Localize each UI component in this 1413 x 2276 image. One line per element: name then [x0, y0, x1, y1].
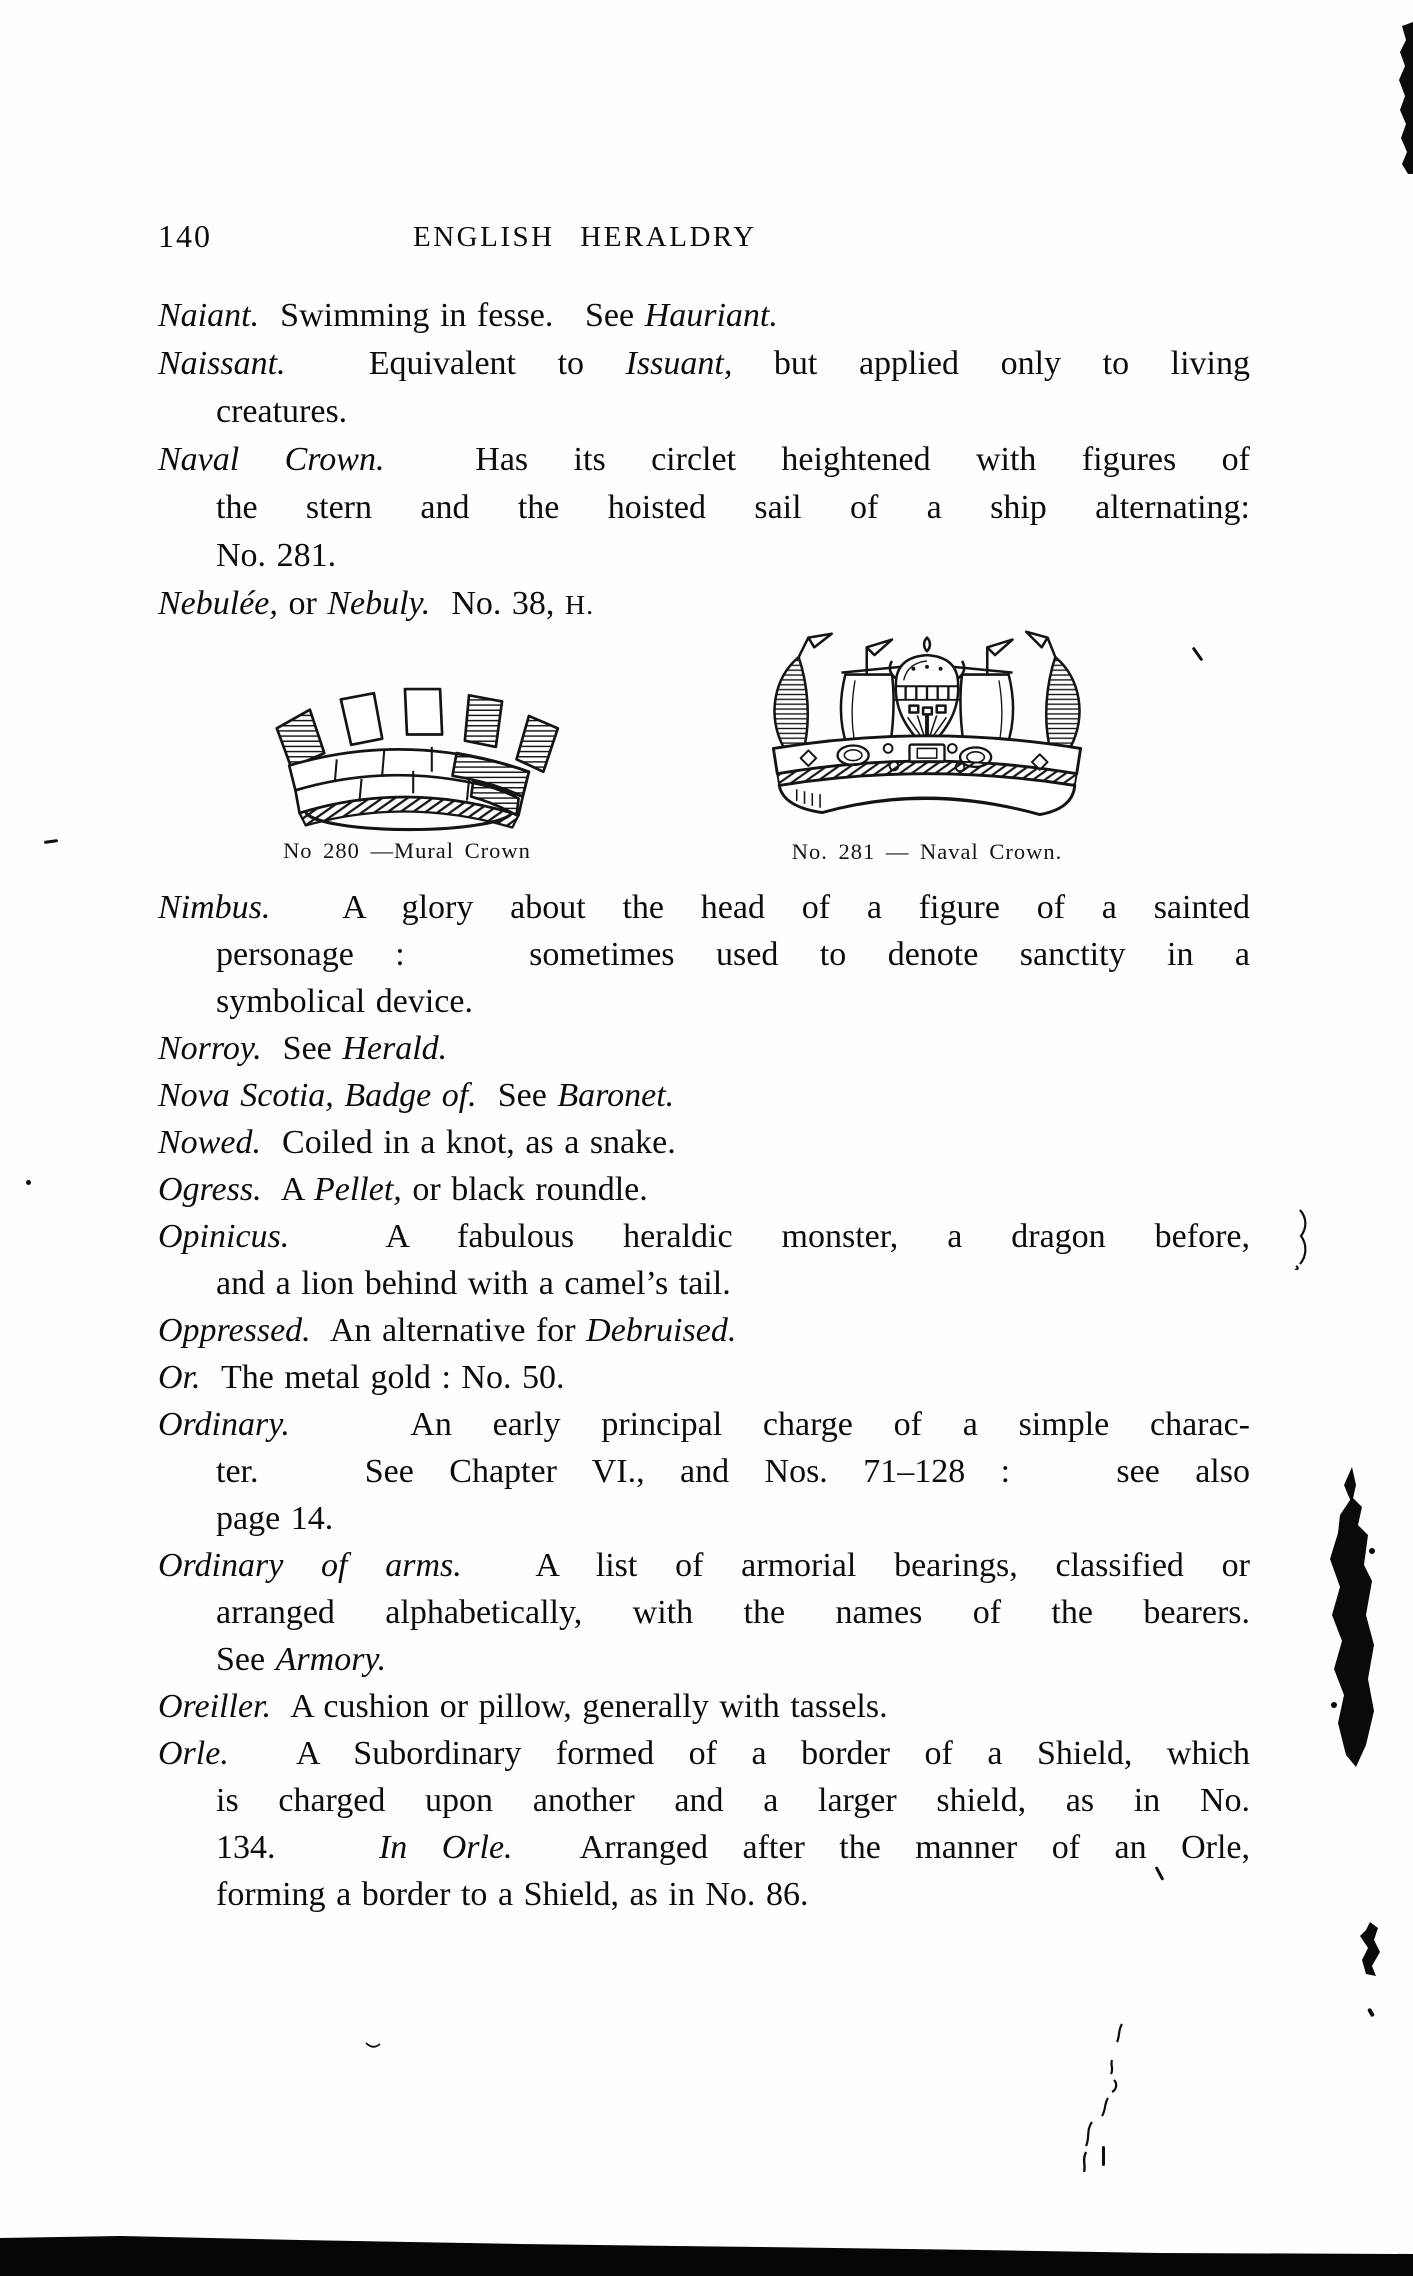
entry-term-italic: Baronet.	[557, 1077, 675, 1114]
figure-mural-crown	[252, 656, 562, 864]
glossary-entry	[158, 340, 1250, 436]
entry-line	[158, 1777, 1250, 1824]
entry-term-italic: Pellet,	[314, 1171, 402, 1208]
entry-term-italic: Nowed.	[158, 1124, 261, 1161]
entry-text: See	[261, 1030, 343, 1067]
glossary-entry	[158, 1542, 1250, 1683]
entry-text: Swimming in fesse. See	[259, 297, 645, 334]
entry-text: An early principal charge of a simple charac-	[289, 1406, 1250, 1443]
glossary-entry	[158, 436, 1250, 580]
entry-line	[158, 1824, 1250, 1871]
entry-line	[158, 1683, 1250, 1730]
entry-line	[158, 484, 1250, 532]
entry-text: A glory about the head of a figure of a sainted	[270, 889, 1250, 926]
entry-term-italic: Ordinary.	[158, 1406, 290, 1443]
entry-text: the stern and the hoisted sail of a ship alternating:	[216, 489, 1250, 526]
mural-crown-caption: No 280 —Mural Crown	[283, 837, 531, 863]
entry-term-italic: Orle.	[158, 1735, 229, 1772]
entry-line	[158, 1448, 1250, 1495]
entry-text: page 14.	[216, 1500, 334, 1537]
glossary-entry	[158, 1072, 1250, 1119]
entry-text: No. 38,	[430, 585, 565, 622]
page-number: 140	[158, 218, 212, 254]
entry-line	[158, 1307, 1250, 1354]
entry-text: symbolical device.	[216, 983, 473, 1020]
entry-term-italic: Naiant.	[158, 297, 260, 334]
entry-text: A	[261, 1171, 314, 1208]
glossary-entry	[158, 1166, 1250, 1213]
entry-line	[158, 1542, 1250, 1589]
entry-text: is charged upon another and a larger shield, as in No.	[216, 1782, 1250, 1819]
entry-term-italic: In Orle.	[378, 1829, 513, 1866]
entry-line	[158, 1166, 1250, 1213]
scan-artifact-left-dash	[44, 839, 58, 844]
entry-term-italic: Or.	[158, 1359, 201, 1396]
glossary-entry	[158, 1354, 1250, 1401]
entry-line	[158, 978, 1250, 1025]
entry-term-italic: Hauriant.	[644, 297, 778, 334]
entry-term-italic: Naval Crown.	[158, 441, 385, 478]
entry-term-italic: Ordinary of arms.	[158, 1547, 462, 1584]
entry-term-italic: Opinicus.	[158, 1218, 290, 1255]
entry-text: ter. See Chapter VI., and Nos. 71–128 : see also	[216, 1453, 1250, 1490]
glossary-entry	[158, 292, 1250, 340]
scan-artifact-speck	[1367, 2008, 1375, 2018]
entry-text: personage : sometimes used to denote sanctity in a	[216, 936, 1250, 973]
glossary-entry	[158, 1730, 1250, 1918]
naval-crown-caption: No. 281 — Naval Crown.	[791, 839, 1063, 865]
glossary-entry	[158, 1401, 1250, 1542]
entry-text: A fabulous heraldic monster, a dragon before,	[289, 1218, 1250, 1255]
scan-artifact-small-blot	[1356, 1918, 1382, 1980]
entry-term-italic: Armory.	[275, 1641, 387, 1678]
entry-text: Coiled in a knot, as a snake.	[260, 1124, 676, 1161]
entry-line	[158, 1025, 1250, 1072]
entry-term-italic: Herald.	[342, 1030, 448, 1067]
naval-crown-illustration	[752, 624, 1102, 833]
glossary-entry	[158, 1683, 1250, 1730]
entry-text: See	[216, 1641, 276, 1678]
entry-text: The metal gold : No. 50.	[200, 1359, 565, 1396]
entry-line	[158, 1354, 1250, 1401]
entry-term-italic: Ogress.	[158, 1171, 262, 1208]
entry-text: creatures.	[216, 393, 348, 430]
entry-term-italic: Issuant,	[625, 345, 733, 382]
scan-artifact-ink-smudge	[1322, 1455, 1386, 1805]
entry-term-italic: Nebuly.	[327, 585, 431, 622]
entry-line	[158, 1072, 1250, 1119]
entry-line	[158, 1213, 1250, 1260]
entry-term-italic: Oppressed.	[158, 1312, 311, 1349]
entry-line	[158, 1495, 1250, 1542]
entry-term-italic: Norroy.	[158, 1030, 262, 1067]
entry-line	[158, 292, 1250, 340]
glossary-entry	[158, 1119, 1250, 1166]
scan-artifact-tick	[1192, 647, 1204, 662]
scan-artifact-brace-mark	[1292, 1208, 1310, 1270]
entry-line	[158, 1636, 1250, 1683]
entry-line	[158, 388, 1250, 436]
scan-artifact-left-dot	[26, 1180, 31, 1185]
entry-text: arranged alphabetically, with the names of the bearers.	[216, 1594, 1250, 1631]
entry-text: Equivalent to	[285, 345, 626, 382]
running-title: ENGLISH HERALDRY	[413, 221, 757, 253]
entry-term-italic: Nebulée,	[158, 585, 278, 622]
entry-text: See	[476, 1077, 558, 1114]
glossary-entry	[158, 1213, 1250, 1307]
entry-term-italic: Oreiller.	[158, 1688, 272, 1725]
glossary-entry	[158, 580, 1250, 630]
entry-text: and a lion behind with a camel’s tail.	[216, 1265, 731, 1302]
entry-text: or	[277, 585, 328, 622]
entry-line	[158, 1871, 1250, 1918]
scan-artifact-squiggle	[1076, 2120, 1100, 2172]
entry-line	[158, 1589, 1250, 1636]
entry-line	[158, 340, 1250, 388]
glossary-entry	[158, 884, 1250, 1025]
scan-artifact-arc	[364, 2040, 382, 2050]
entry-line	[158, 1730, 1250, 1777]
entry-line	[158, 580, 1250, 630]
entry-text: Has its circlet heightened with figures of	[384, 441, 1250, 478]
entry-line	[158, 1260, 1250, 1307]
figure-naval-crown	[752, 624, 1102, 865]
entry-text: Arranged after the manner of an Orle,	[512, 1829, 1250, 1866]
entry-line	[158, 931, 1250, 978]
entry-text: or black roundle.	[401, 1171, 648, 1208]
entries-bottom	[158, 884, 1250, 1918]
entry-text: but applied only to living	[732, 345, 1250, 382]
entries-top	[158, 292, 1250, 630]
entry-text: A list of armorial bearings, classified or	[461, 1547, 1250, 1584]
entry-text: 134.	[216, 1829, 379, 1866]
entry-text: A Subordinary formed of a border of a Shield, which	[228, 1735, 1250, 1772]
entry-line	[158, 532, 1250, 580]
scan-artifact-bottom-edge-bar	[0, 2230, 1413, 2276]
entry-term-italic: Naissant.	[158, 345, 286, 382]
entry-line	[158, 1401, 1250, 1448]
scan-artifact-squiggles	[1088, 2022, 1134, 2118]
entry-term-italic: Debruised.	[586, 1312, 737, 1349]
entry-line	[158, 436, 1250, 484]
entry-text: An alternative for	[310, 1312, 587, 1349]
entry-text: No. 281.	[216, 537, 337, 574]
entry-text: H.	[564, 590, 595, 621]
glossary-entry	[158, 1307, 1250, 1354]
scan-artifact-vertical-tick	[1102, 2146, 1105, 2166]
entry-text: forming a border to a Shield, as in No. 86.	[216, 1876, 809, 1913]
entry-text: A cushion or pillow, generally with tassels.	[271, 1688, 888, 1725]
entry-term-italic: Nimbus.	[158, 889, 271, 926]
mural-crown-illustration	[252, 656, 562, 832]
entry-line	[158, 1119, 1250, 1166]
entry-line	[158, 884, 1250, 931]
glossary-entry	[158, 1025, 1250, 1072]
entry-term-italic: Nova Scotia, Badge of.	[158, 1077, 477, 1114]
scan-artifact-top-right-streak	[1396, 22, 1413, 174]
